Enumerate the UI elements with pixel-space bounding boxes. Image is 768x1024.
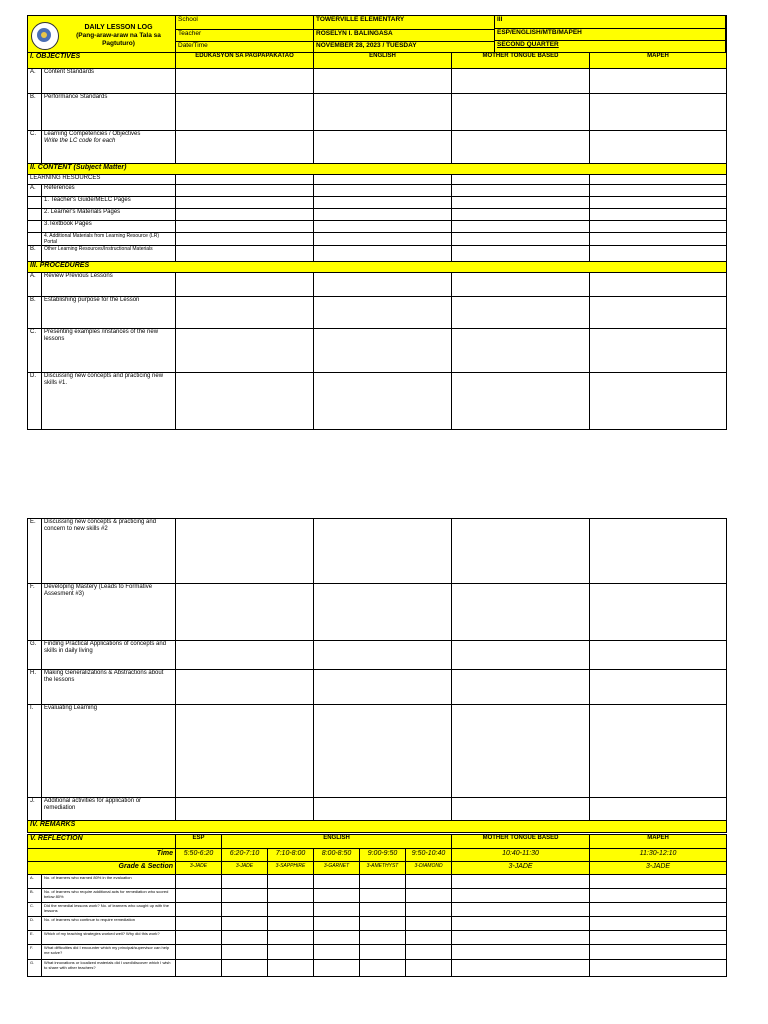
page-subtitle: (Pang-araw-araw na Tala sa Pagtuturo) (76, 31, 161, 47)
cell[interactable] (406, 917, 452, 931)
grade-value: III (495, 16, 726, 29)
cell[interactable] (314, 297, 452, 329)
section-content: II. CONTENT (Subject Matter) (28, 164, 727, 175)
time-slot: 9:00-9:50 (360, 849, 406, 862)
row-label: Finding Practical Applications of concepts and skills in daily living (42, 641, 176, 670)
cell[interactable] (452, 945, 590, 960)
cell[interactable] (268, 931, 314, 945)
row-letter (28, 197, 42, 209)
cell[interactable] (176, 903, 222, 917)
cell[interactable] (590, 917, 727, 931)
datetime-label: Date/Time (176, 42, 314, 55)
section-name: 3-DIAMOND (406, 862, 452, 875)
row-letter: G. (28, 960, 42, 977)
cell[interactable] (406, 889, 452, 903)
cell[interactable] (590, 641, 727, 670)
cell[interactable] (452, 960, 590, 977)
cell[interactable] (176, 917, 222, 931)
cell[interactable] (590, 209, 727, 221)
reflection-table (27, 834, 727, 977)
cell[interactable] (176, 175, 314, 185)
page-title: DAILY LESSON LOG (84, 23, 153, 31)
cell[interactable] (452, 197, 590, 209)
cell[interactable] (406, 903, 452, 917)
cell[interactable] (314, 641, 452, 670)
section-name: 3-AMETHYST (360, 862, 406, 875)
cell[interactable] (268, 875, 314, 889)
cell[interactable] (222, 945, 268, 960)
cell[interactable] (176, 69, 314, 94)
row-label: Content Standards (42, 69, 176, 94)
row-letter: D. (28, 917, 42, 931)
cell[interactable] (222, 931, 268, 945)
table-row (28, 519, 727, 584)
section-name: 3-JADE (452, 862, 590, 875)
time-label: Time (28, 849, 176, 862)
cell[interactable] (176, 297, 314, 329)
time-slot: 10:40-11:30 (452, 849, 590, 862)
cell[interactable] (314, 584, 452, 641)
row-letter: C. (28, 329, 42, 373)
reflection-row (28, 945, 727, 960)
cell[interactable] (452, 246, 590, 262)
subject-mtb: MOTHER TONGUE BASED (452, 835, 590, 849)
row-label: Developing Mastery (Leads to Formative Assesment #3) (42, 584, 176, 641)
row-letter: I. (28, 705, 42, 798)
cell[interactable] (590, 246, 727, 262)
cell[interactable] (176, 131, 314, 164)
section-name: 3-GARNET (314, 862, 360, 875)
row-label: Evaluating Learning (42, 705, 176, 798)
row-label: Performance Standards (42, 94, 176, 131)
row-letter: F. (28, 584, 42, 641)
cell[interactable] (176, 209, 314, 221)
cell[interactable] (452, 94, 590, 131)
cell[interactable] (590, 373, 727, 430)
cell[interactable] (590, 297, 727, 329)
cell[interactable] (452, 233, 590, 246)
table-row (28, 246, 727, 262)
cell[interactable] (314, 889, 360, 903)
cell[interactable] (590, 889, 727, 903)
cell[interactable] (360, 889, 406, 903)
cell[interactable] (314, 960, 360, 977)
subject-mapeh: MAPEH (590, 835, 727, 849)
column-header-english: ENGLISH (314, 53, 452, 69)
cell[interactable] (222, 917, 268, 931)
cell[interactable] (314, 917, 360, 931)
cell[interactable] (176, 185, 314, 197)
cell[interactable] (222, 903, 268, 917)
cell[interactable] (222, 889, 268, 903)
cell[interactable] (590, 903, 727, 917)
time-slot: 8:00-8:50 (314, 849, 360, 862)
subject-esp: ESP (176, 835, 222, 849)
cell[interactable] (268, 889, 314, 903)
lesson-log-body-1 (27, 52, 727, 430)
row-letter: E. (28, 519, 42, 584)
row-label: Review Previous Lessons (42, 273, 176, 297)
cell[interactable] (452, 519, 590, 584)
cell[interactable] (452, 69, 590, 94)
cell[interactable] (452, 875, 590, 889)
section-reflection: V. REFLECTION (28, 835, 176, 849)
cell[interactable] (314, 197, 452, 209)
time-slot: 11:30-12:10 (590, 849, 727, 862)
cell[interactable] (452, 705, 590, 798)
cell[interactable] (360, 931, 406, 945)
cell[interactable] (176, 233, 314, 246)
row-letter: H. (28, 670, 42, 705)
cell[interactable] (452, 221, 590, 233)
cell[interactable] (590, 273, 727, 297)
cell[interactable] (452, 209, 590, 221)
cell[interactable] (452, 903, 590, 917)
subject-value: ESP/ENGLISH/MTB/MAPEH (495, 29, 726, 41)
row-letter: A. (28, 185, 42, 197)
cell[interactable] (590, 69, 727, 94)
cell[interactable] (314, 945, 360, 960)
row-label: Discussing new concepts & practicing and concern to new skills #2 (42, 519, 176, 584)
teacher-label: Teacher (176, 29, 314, 42)
row-letter: B. (28, 297, 42, 329)
table-row (28, 670, 727, 705)
table-row (28, 209, 727, 221)
cell[interactable] (406, 960, 452, 977)
table-row (28, 705, 727, 798)
teacher-value: ROSELYN I. BALINGASA (314, 29, 590, 42)
cell[interactable] (176, 945, 222, 960)
cell[interactable] (176, 373, 314, 430)
row-label: 1. Teacher's Guide/MELC Pages (42, 197, 176, 209)
row-label: Making Generalizations & Abstractions about the lessons (42, 670, 176, 705)
cell[interactable] (590, 798, 727, 821)
table-row (28, 69, 727, 94)
cell[interactable] (268, 945, 314, 960)
row-label: 2. Learner's Materials Pages (42, 209, 176, 221)
table-row (28, 297, 727, 329)
cell[interactable] (452, 670, 590, 705)
cell[interactable] (590, 705, 727, 798)
table-row (28, 185, 727, 197)
cell[interactable] (176, 197, 314, 209)
cell[interactable] (590, 185, 727, 197)
row-letter: G. (28, 641, 42, 670)
reflection-row (28, 903, 727, 917)
row-note: Write the LC code for each (44, 138, 116, 144)
time-slot: 5:50-6:20 (176, 849, 222, 862)
deped-seal-icon (31, 22, 59, 50)
cell[interactable] (452, 917, 590, 931)
cell[interactable] (176, 94, 314, 131)
cell[interactable] (590, 931, 727, 945)
cell[interactable] (176, 329, 314, 373)
row-letter: E. (28, 931, 42, 945)
cell[interactable] (176, 798, 314, 821)
grade-label: Grade Level (590, 16, 727, 30)
reflection-row (28, 931, 727, 945)
cell[interactable] (452, 175, 590, 185)
table-row (28, 373, 727, 430)
cell[interactable] (452, 798, 590, 821)
cell[interactable] (360, 917, 406, 931)
grade-section-label: Grade & Section (28, 862, 176, 875)
table-row (28, 221, 727, 233)
quarter-label: Quarter (590, 42, 727, 55)
row-label: What innovations or localized materials did I used/discover which I wish to share with other teachers? (42, 960, 176, 977)
table-row (28, 798, 727, 821)
row-letter (28, 221, 42, 233)
row-label-text: Learning Competencies / Objectives (44, 131, 141, 137)
reflection-row (28, 889, 727, 903)
cell[interactable] (590, 875, 727, 889)
cell[interactable] (314, 209, 452, 221)
row-letter: C. (28, 903, 42, 917)
reflection-row (28, 875, 727, 889)
cell[interactable] (176, 246, 314, 262)
row-label: 3.Textbook Pages (42, 221, 176, 233)
cell[interactable] (176, 889, 222, 903)
cell[interactable] (314, 903, 360, 917)
cell[interactable] (314, 875, 360, 889)
cell[interactable] (314, 69, 452, 94)
table-row (28, 131, 727, 164)
row-label: Presenting examples /instances of the new lessons (42, 329, 176, 373)
table-row (28, 233, 727, 246)
cell[interactable] (590, 519, 727, 584)
cell[interactable] (452, 373, 590, 430)
cell[interactable] (314, 185, 452, 197)
cell[interactable] (590, 584, 727, 641)
column-header-esp: EDUKASYON SA PAGPAPAKATAO (176, 53, 314, 69)
table-row (28, 641, 727, 670)
cell[interactable] (360, 903, 406, 917)
section-name: 3-JADE (222, 862, 268, 875)
cell[interactable] (176, 519, 314, 584)
row-letter: A. (28, 69, 42, 94)
table-row (28, 273, 727, 297)
row-label (42, 131, 176, 164)
cell[interactable] (452, 131, 590, 164)
school-value: TOWERVILLE ELEMENTARY (314, 16, 590, 30)
cell[interactable] (176, 221, 314, 233)
cell[interactable] (268, 917, 314, 931)
time-slot: 6:20-7:10 (222, 849, 268, 862)
row-letter: B. (28, 94, 42, 131)
cell[interactable] (590, 233, 727, 246)
section-objectives: I. OBJECTIVES (28, 53, 176, 69)
school-label: School (176, 16, 314, 30)
row-letter: F. (28, 945, 42, 960)
row-label: No. of learners who earned 80% in the evaluation (42, 875, 176, 889)
cell[interactable] (452, 329, 590, 373)
row-letter: C. (28, 131, 42, 164)
cell[interactable] (452, 641, 590, 670)
cell[interactable] (176, 670, 314, 705)
cell[interactable] (314, 221, 452, 233)
column-header-mapeh: MAPEH (590, 53, 727, 69)
cell[interactable] (314, 329, 452, 373)
section-procedures: III. PROCEDURES (28, 262, 727, 273)
cell[interactable] (452, 931, 590, 945)
cell[interactable] (590, 221, 727, 233)
lesson-log-page-2 (27, 518, 727, 833)
cell[interactable] (314, 931, 360, 945)
cell[interactable] (176, 875, 222, 889)
cell[interactable] (452, 889, 590, 903)
row-letter: B. (28, 889, 42, 903)
reflection-row (28, 917, 727, 931)
cell[interactable] (176, 641, 314, 670)
cell[interactable] (360, 875, 406, 889)
cell[interactable] (406, 875, 452, 889)
cell[interactable] (590, 329, 727, 373)
cell[interactable] (314, 705, 452, 798)
cell[interactable] (590, 94, 727, 131)
cell[interactable] (314, 246, 452, 262)
cell[interactable] (590, 960, 727, 977)
cell[interactable] (590, 197, 727, 209)
subject-english: ENGLISH (222, 835, 452, 849)
row-letter (28, 209, 42, 221)
row-label: Discussing new concepts and practicing new skills #1. (42, 373, 176, 430)
cell[interactable] (452, 273, 590, 297)
cell[interactable] (268, 960, 314, 977)
row-label: 4. Additional Materials from Learning Resource (LR) Portal (42, 233, 176, 246)
learning-resources-label: LEARNING RESOURCES (28, 175, 176, 185)
row-letter: A. (28, 273, 42, 297)
cell[interactable] (314, 519, 452, 584)
cell[interactable] (314, 273, 452, 297)
cell[interactable] (176, 705, 314, 798)
row-letter: D. (28, 373, 42, 430)
row-letter: A. (28, 875, 42, 889)
row-letter: B. (28, 246, 42, 262)
row-letter (28, 233, 42, 246)
datetime-value: NOVEMBER 28, 2023 / TUESDAY (314, 42, 590, 55)
cell[interactable] (360, 945, 406, 960)
cell[interactable] (406, 931, 452, 945)
cell[interactable] (176, 273, 314, 297)
table-row (28, 329, 727, 373)
reflection-row (28, 960, 727, 977)
cell[interactable] (406, 945, 452, 960)
row-label: Which of my teaching strategies worked well? Why did this work? (42, 931, 176, 945)
row-letter: J. (28, 798, 42, 821)
cell[interactable] (268, 903, 314, 917)
cell[interactable] (314, 798, 452, 821)
cell[interactable] (590, 945, 727, 960)
section-name: 3-JADE (590, 862, 727, 875)
header-title-cell (28, 16, 176, 55)
cell[interactable] (452, 185, 590, 197)
cell[interactable] (222, 875, 268, 889)
cell[interactable] (590, 131, 727, 164)
row-label: No. of learners who require additional acts for remediation who scored below 80% (42, 889, 176, 903)
table-row (28, 94, 727, 131)
row-label: Establishing purpose for the Lesson (42, 297, 176, 329)
row-label: No. of learners who continue to require remediation (42, 917, 176, 931)
cell[interactable] (314, 670, 452, 705)
row-label: What difficulties did I encounter which my principal/supervisor can help me solve? (42, 945, 176, 960)
cell[interactable] (590, 670, 727, 705)
cell[interactable] (222, 960, 268, 977)
cell[interactable] (314, 373, 452, 430)
cell[interactable] (176, 960, 222, 977)
cell[interactable] (314, 175, 452, 185)
header-values (494, 15, 726, 53)
section-remarks: IV. REMARKS (28, 821, 727, 833)
row-label: References (42, 185, 176, 197)
time-slot: 7:10-8:00 (268, 849, 314, 862)
quarter-value: SECOND QUARTER (495, 41, 726, 53)
cell[interactable] (452, 297, 590, 329)
row-label: Other Learning Resources/Instructional Materials (42, 246, 176, 262)
cell[interactable] (590, 175, 727, 185)
row-label: Additional activities for application or remediation (42, 798, 176, 821)
column-header-mtb: MOTHER TONGUE BASED (452, 53, 590, 69)
cell[interactable] (176, 584, 314, 641)
time-slot: 9:50-10:40 (406, 849, 452, 862)
cell[interactable] (314, 94, 452, 131)
table-row (28, 584, 727, 641)
cell[interactable] (176, 931, 222, 945)
section-name: 3-SAPPHIRE (268, 862, 314, 875)
cell[interactable] (314, 131, 452, 164)
cell[interactable] (314, 233, 452, 246)
table-row (28, 197, 727, 209)
row-label: Did the remedial lessons work? No. of learners who caught up with the lessons (42, 903, 176, 917)
cell[interactable] (360, 960, 406, 977)
section-name: 3-JADE (176, 862, 222, 875)
subject-label: Subject(s) (590, 29, 727, 42)
cell[interactable] (452, 584, 590, 641)
